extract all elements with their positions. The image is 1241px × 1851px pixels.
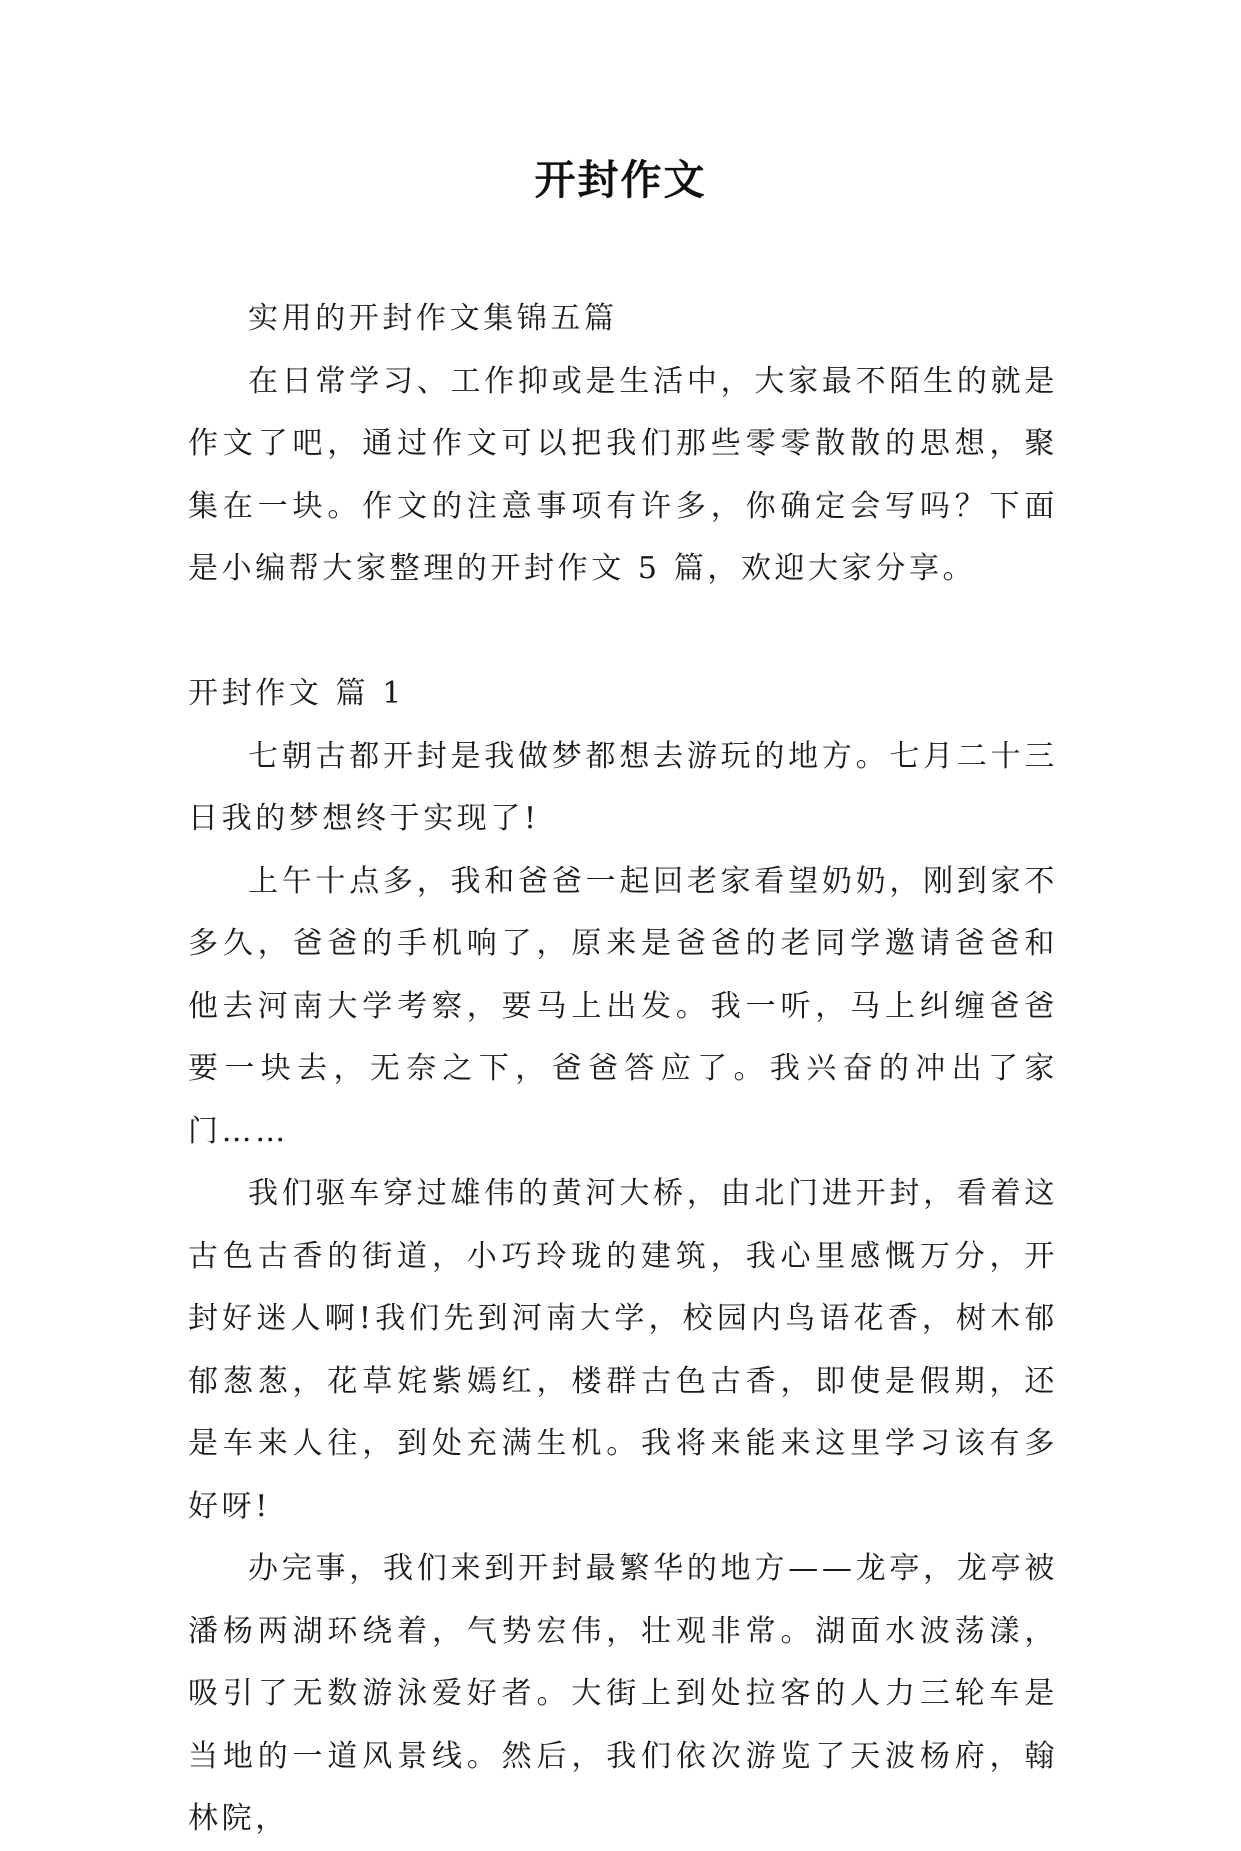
intro-paragraph: 在日常学习、工作抑或是生活中，大家最不陌生的就是作文了吧，通过作文可以把我们那些零零散散的思想，聚集在一块。作文的注意事项有许多，你确定会写吗？下面是小编帮大家整理的开封作文 5 篇，欢迎大家分享。 (188, 363, 1058, 586)
paragraph: 上午十点多，我和爸爸一起回老家看望奶奶，刚到家不多久，爸爸的手机响了，原来是爸爸的老同学邀请爸爸和他去河南大学考察，要马上出发。我一听，马上纠缠爸爸要一块去，无奈之下，爸爸答应了。我兴奋的冲出了家门…… (188, 863, 1058, 1149)
document-body (188, 288, 1058, 1851)
document-title: 开封作文 (534, 156, 707, 204)
section-spacer (188, 601, 1058, 664)
paragraph: 办完事，我们来到开封最繁华的地方——龙亭，龙亭被潘杨两湖环绕着，气势宏伟，壮观非常。湖面水波荡漾，吸引了无数游泳爱好者。大街上到处拉客的人力三轮车是当地的一道风景线。然后，我们依次游览了天波杨府，翰林院， (188, 1551, 1058, 1836)
section-heading: 开封作文 篇 1 (188, 676, 405, 711)
paragraph: 我们驱车穿过雄伟的黄河大桥，由北门进开封，看着这古色古香的街道，小巧玲珑的建筑，我心里感慨万分，开封好迷人啊!我们先到河南大学，校园内鸟语花香，树木郁郁葱葱，花草姹紫嫣红，楼群古色古香，即使是假期，还是车来人往，到处充满生机。我将来能来这里学习该有多好呀! (188, 1176, 1058, 1524)
intro-heading: 实用的开封作文集锦五篇 (248, 301, 618, 336)
paragraph: 七朝古都开封是我做梦都想去游玩的地方。七月二十三日我的梦想终于实现了! (188, 738, 1058, 836)
